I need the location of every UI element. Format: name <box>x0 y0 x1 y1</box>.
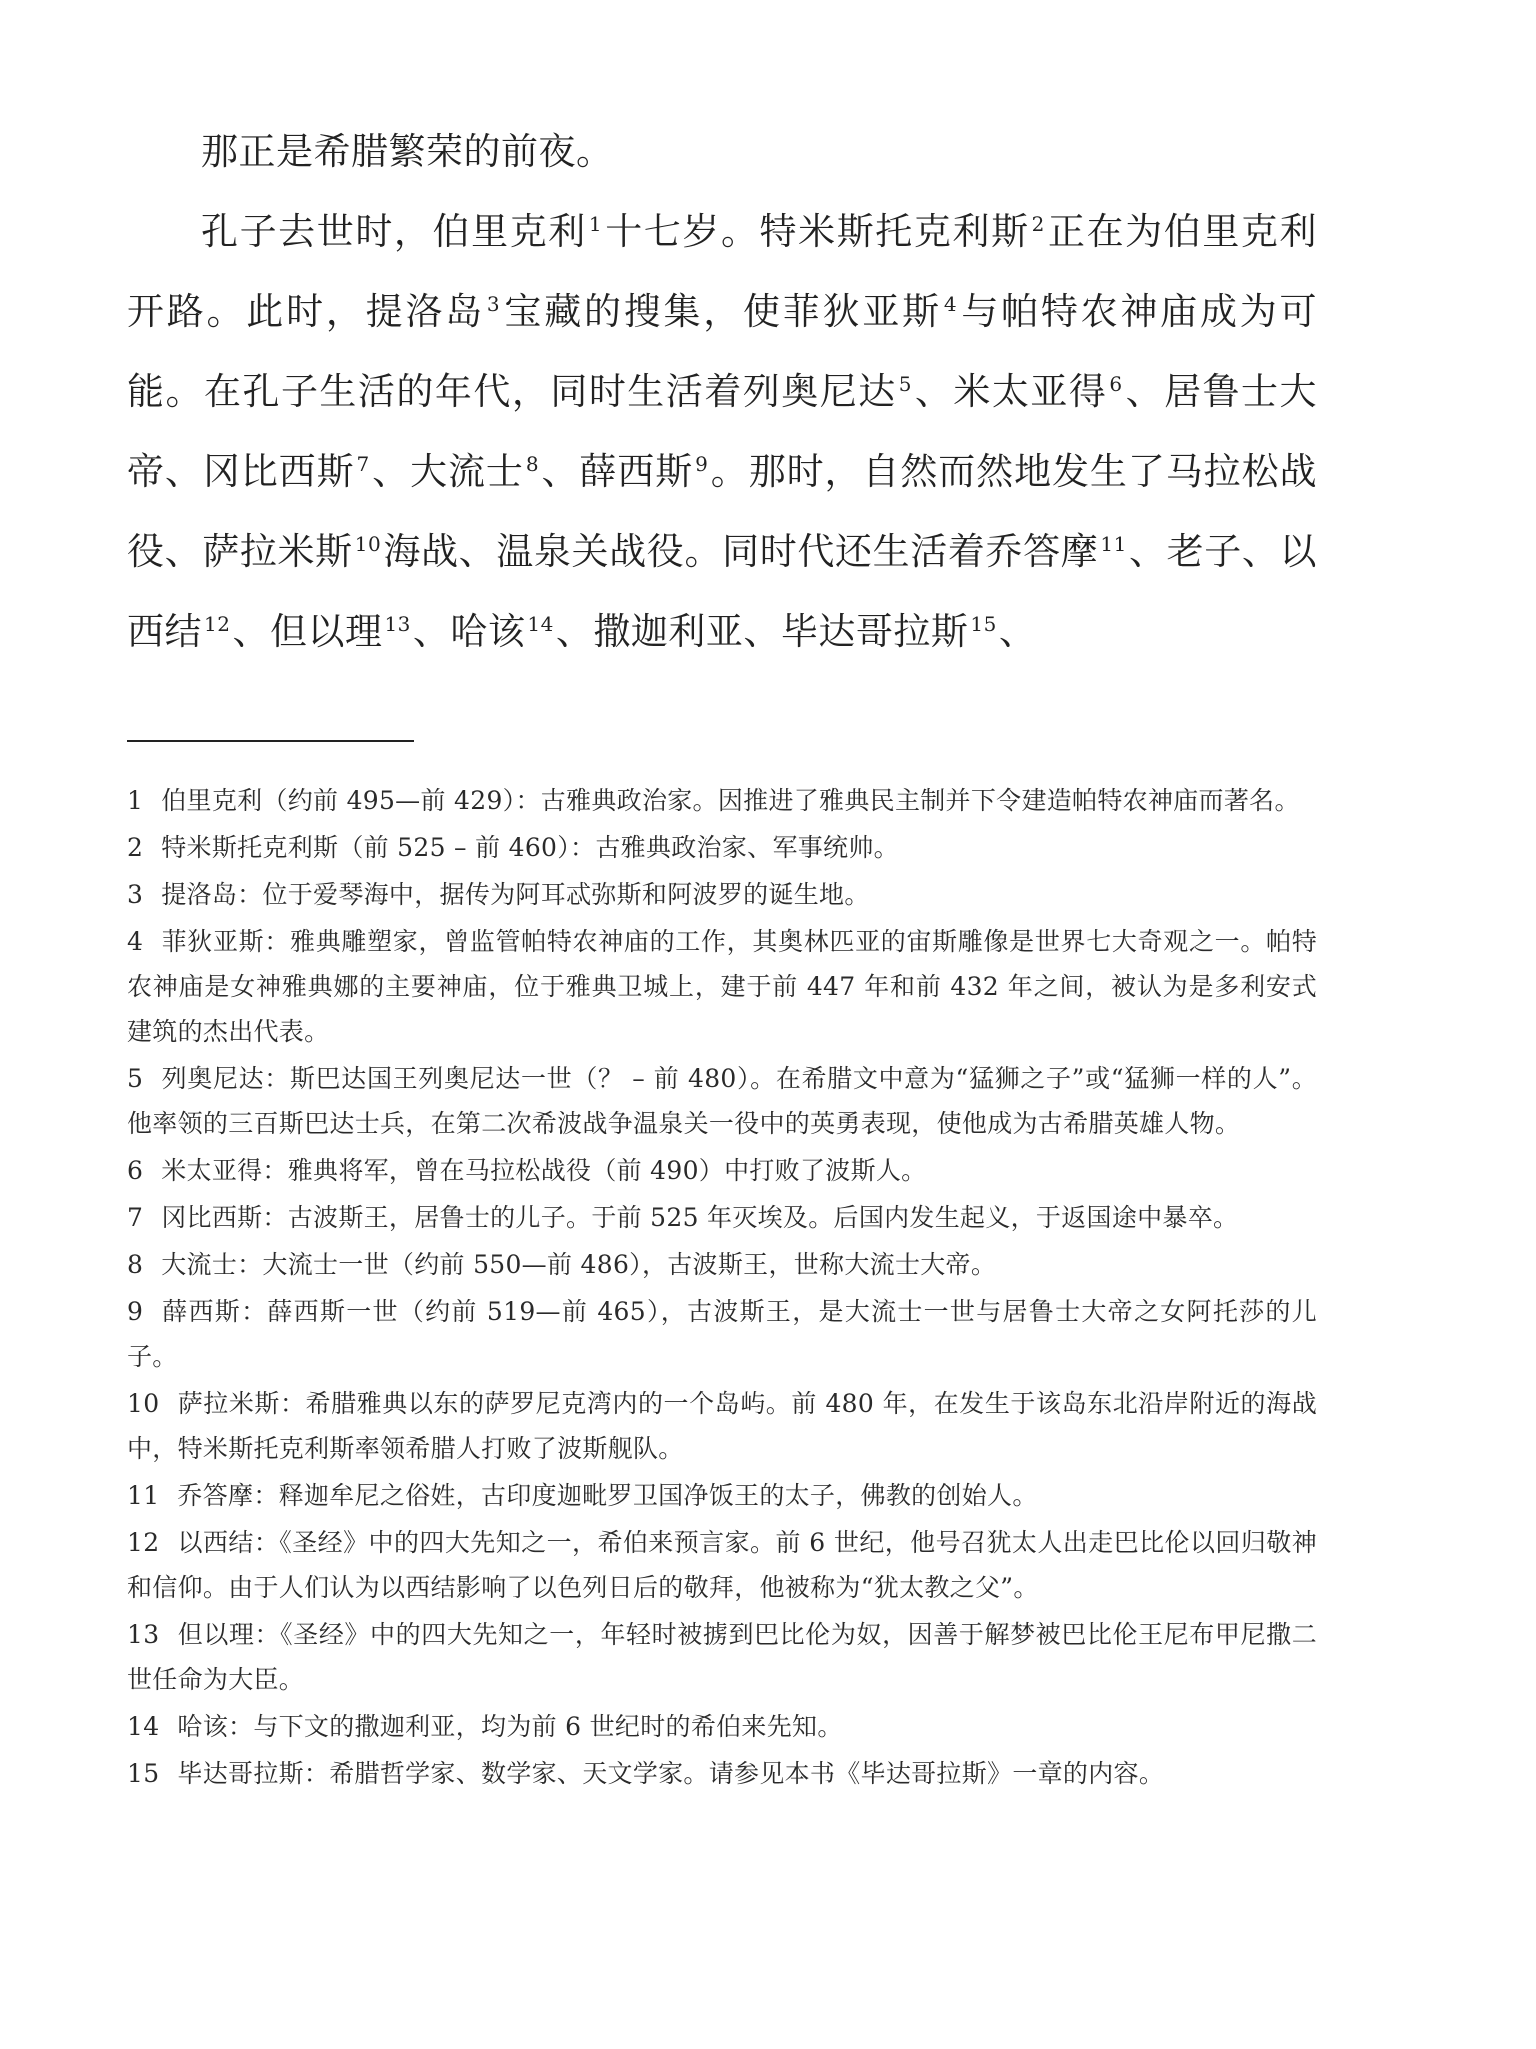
footnote-text: 但以理：《圣经》中的四大先知之一，年轻时被掳到巴比伦为奴，因善于解梦被巴比伦王尼布甲尼撒二世任命为大臣。 <box>127 1620 1317 1694</box>
footnote-item <box>127 1612 1317 1702</box>
footnote-item <box>127 1289 1317 1379</box>
body-text <box>127 112 1317 672</box>
paragraph-text: 十七岁。特米斯托克利斯 <box>604 210 1030 253</box>
footnote-item <box>127 1195 1317 1240</box>
footnote-reference: 5 <box>898 371 912 396</box>
footnote-reference: 3 <box>486 291 501 316</box>
footnote-reference: 2 <box>1031 211 1045 236</box>
footnote-text: 萨拉米斯：希腊雅典以东的萨罗尼克湾内的一个岛屿。前 480 年，在发生于该岛东北沿岸附近的海战中，特米斯托克利斯率领希腊人打败了波斯舰队。 <box>127 1389 1317 1463</box>
paragraph-text: 、 <box>998 610 1037 653</box>
footnote-item <box>127 1520 1317 1610</box>
footnote-text: 薛西斯：薛西斯一世（约前 519—前 465），古波斯王，是大流士一世与居鲁士大帝之女阿托莎的儿子。 <box>127 1297 1317 1371</box>
paragraph-text: 、米太亚得 <box>913 370 1108 413</box>
footnote-number: 10 <box>127 1389 160 1418</box>
footnote-item <box>127 1148 1317 1193</box>
paragraph-text: 宝藏的搜集，使菲狄亚斯 <box>502 290 942 333</box>
footnote-reference: 4 <box>943 291 958 316</box>
footnote-item <box>127 1704 1317 1749</box>
footnotes-list <box>127 778 1317 1798</box>
footnote-text: 提洛岛：位于爱琴海中，据传为阿耳忒弥斯和阿波罗的诞生地。 <box>161 880 870 909</box>
footnote-text: 哈该：与下文的撒迦利亚，均为前 6 世纪时的希伯来先知。 <box>177 1712 843 1741</box>
footnote-reference: 9 <box>695 451 709 476</box>
footnote-reference: 13 <box>384 611 411 636</box>
footnote-reference: 12 <box>204 611 231 636</box>
footnote-item <box>127 919 1317 1054</box>
footnote-text: 大流士：大流士一世（约前 550—前 486），古波斯王，世称大流士大帝。 <box>161 1250 997 1279</box>
paragraph-text: 海战、温泉关战役。同时代还生活着乔答摩 <box>383 530 1099 573</box>
footnote-reference: 15 <box>970 611 997 636</box>
footnote-number: 15 <box>127 1759 160 1788</box>
paragraph-text: 。那时，自然而然地发生了马拉松战役、萨拉米斯 <box>127 450 1318 573</box>
paragraph-text: 、薛西斯 <box>541 450 694 493</box>
footnote-item <box>127 1056 1317 1146</box>
footnote-number: 12 <box>127 1528 160 1557</box>
paragraph-text: 、哈该 <box>412 610 526 653</box>
paragraph-text: 孔子去世时，伯里克利 <box>201 210 587 253</box>
footnote-number: 7 <box>127 1203 144 1232</box>
footnote-text: 菲狄亚斯：雅典雕塑家，曾监管帕特农神庙的工作，其奥林匹亚的宙斯雕像是世界七大奇观之一。帕特农神庙是女神雅典娜的主要神庙，位于雅典卫城上，建于前 447 年和前 432 年之间，被认为是多利安式建筑的杰出代表。 <box>127 927 1317 1046</box>
footnote-number: 4 <box>127 927 144 956</box>
footnote-number: 1 <box>127 786 144 815</box>
footnote-reference: 14 <box>527 611 554 636</box>
footnote-number: 9 <box>127 1297 144 1326</box>
footnote-reference: 11 <box>1100 531 1127 556</box>
footnote-item <box>127 1473 1317 1518</box>
footnote-reference: 7 <box>356 451 370 476</box>
paragraph-text: 正在为伯里克利开路。此时，提洛岛 <box>127 210 1318 333</box>
footnote-item <box>127 778 1317 823</box>
footnote-text: 以西结：《圣经》中的四大先知之一，希伯来预言家。前 6 世纪，他号召犹太人出走巴比伦以回归敬神和信仰。由于人们认为以西结影响了以色列日后的敬拜，他被称为“犹太教之父”。 <box>127 1528 1317 1602</box>
footnote-separator <box>127 740 414 742</box>
footnote-item <box>127 1381 1317 1471</box>
footnote-text: 米太亚得：雅典将军，曾在马拉松战役（前 490）中打败了波斯人。 <box>161 1156 927 1185</box>
paragraph-text: 、撒迦利亚、毕达哥拉斯 <box>555 610 969 653</box>
footnote-number: 2 <box>127 833 144 862</box>
footnote-reference: 10 <box>354 531 382 556</box>
footnote-reference: 8 <box>525 451 540 476</box>
paragraph-text: 与帕特农神庙成为可能。在孔子生活的年代，同时生活着列奥尼达 <box>127 290 1318 413</box>
paragraph-text: 、居鲁士大帝、冈比西斯 <box>127 370 1318 493</box>
paragraph-text: 、大流士 <box>371 450 524 493</box>
footnote-number: 8 <box>127 1250 144 1279</box>
footnote-number: 11 <box>127 1481 160 1510</box>
footnote-reference: 6 <box>1109 371 1123 396</box>
footnote-item <box>127 825 1317 870</box>
footnote-text: 毕达哥拉斯：希腊哲学家、数学家、天文学家。请参见本书《毕达哥拉斯》一章的内容。 <box>177 1759 1165 1788</box>
paragraph-text: 那正是希腊繁荣的前夜。 <box>201 130 614 173</box>
footnote-reference: 1 <box>588 211 603 236</box>
footnote-number: 3 <box>127 880 144 909</box>
footnote-text: 列奥尼达：斯巴达国王列奥尼达一世（？ – 前 480）。在希腊文中意为“猛狮之子”或“猛狮一样的人”。他率领的三百斯巴达士兵，在第二次希波战争温泉关一役中的英勇表现，使他成为古希腊英雄人物。 <box>127 1064 1317 1138</box>
footnote-number: 14 <box>127 1712 160 1741</box>
footnote-number: 6 <box>127 1156 144 1185</box>
footnote-text: 乔答摩：释迦牟尼之俗姓，古印度迦毗罗卫国净饭王的太子，佛教的创始人。 <box>177 1481 1038 1510</box>
body-paragraph <box>127 192 1317 672</box>
footnote-item <box>127 872 1317 917</box>
footnote-text: 冈比西斯：古波斯王，居鲁士的儿子。于前 525 年灭埃及。后国内发生起义，于返国途中暴卒。 <box>161 1203 1239 1232</box>
footnote-number: 5 <box>127 1064 144 1093</box>
body-paragraph <box>127 112 1317 192</box>
footnote-number: 13 <box>127 1620 160 1649</box>
footnote-item <box>127 1751 1317 1796</box>
footnote-text: 伯里克利（约前 495—前 429）：古雅典政治家。因推进了雅典民主制并下令建造帕特农神庙而著名。 <box>161 786 1300 815</box>
footnote-text: 特米斯托克利斯（前 525 – 前 460）：古雅典政治家、军事统帅。 <box>161 833 899 862</box>
paragraph-text: 、老子、以西结 <box>127 530 1318 653</box>
footnote-item <box>127 1242 1317 1287</box>
paragraph-text: 、但以理 <box>232 610 383 653</box>
